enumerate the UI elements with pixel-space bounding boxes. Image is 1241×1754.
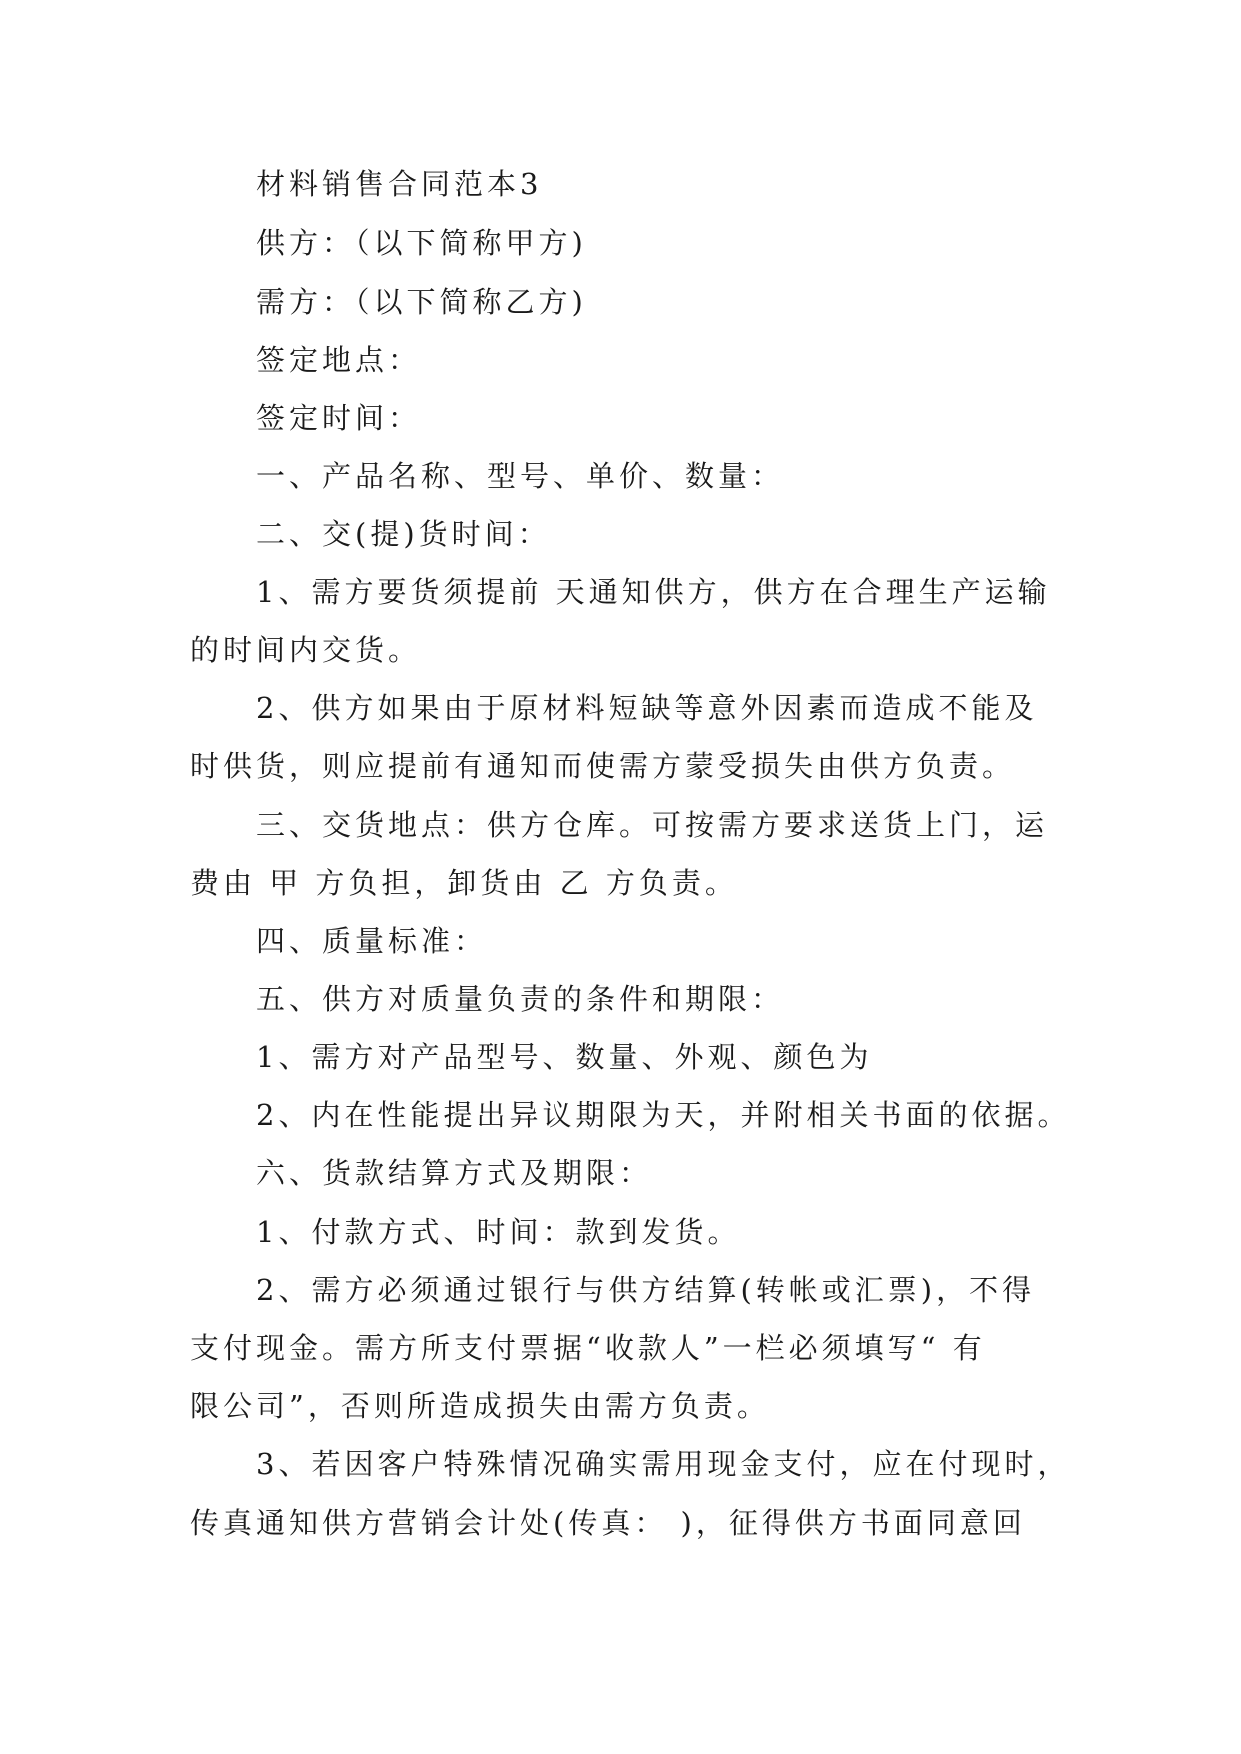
paragraph-line: 3、若因客户特殊情况确实需用现金支付，应在付现时， xyxy=(256,1447,1071,1481)
section-heading: 一、产品名称、型号、单价、数量： xyxy=(256,459,785,493)
section-heading: 六、货款结算方式及期限： xyxy=(256,1156,653,1190)
paragraph-line: 2、供方如果由于原材料短缺等意外因素而造成不能及 xyxy=(256,691,1038,725)
paragraph-line: 限公司”，否则所造成损失由需方负责。 xyxy=(190,1389,770,1423)
paragraph-line: 三、交货地点：供方仓库。可按需方要求送货上门，运 xyxy=(256,808,1049,842)
paragraph-line: 1、付款方式、时间：款到发货。 xyxy=(256,1215,741,1249)
paragraph-line: 时供货，则应提前有通知而使需方蒙受损失由供方负责。 xyxy=(190,749,1016,783)
paragraph-line: 的时间内交货。 xyxy=(190,633,422,667)
section-heading: 四、质量标准： xyxy=(256,924,488,958)
supplier-line: 供方：（以下简称甲方) xyxy=(256,226,587,260)
paragraph-line: 2、需方必须通过银行与供方结算(转帐或汇票)，不得 xyxy=(256,1273,1036,1307)
paragraph-line: 2、内在性能提出异议期限为天，并附相关书面的依据。 xyxy=(256,1098,1071,1132)
signing-place-line: 签定地点： xyxy=(256,343,422,377)
paragraph-line: 1、需方要货须提前 天通知供方，供方在合理生产运输 xyxy=(256,575,1051,609)
section-heading: 五、供方对质量负责的条件和期限： xyxy=(256,982,785,1016)
paragraph-line: 支付现金。需方所支付票据“收款人”一栏必须填写“ 有 xyxy=(190,1331,986,1365)
section-heading: 二、交(提)货时间： xyxy=(256,517,551,551)
paragraph-line: 传真通知供方营销会计处(传真： )，征得供方书面同意回 xyxy=(190,1506,1026,1540)
document-title: 材料销售合同范本3 xyxy=(256,167,543,201)
buyer-line: 需方：（以下简称乙方) xyxy=(256,285,587,319)
signing-time-line: 签定时间： xyxy=(256,401,422,435)
paragraph-line: 1、需方对产品型号、数量、外观、颜色为 xyxy=(256,1040,873,1074)
paragraph-line: 费由 甲 方负担，卸货由 乙 方负责。 xyxy=(190,866,738,900)
